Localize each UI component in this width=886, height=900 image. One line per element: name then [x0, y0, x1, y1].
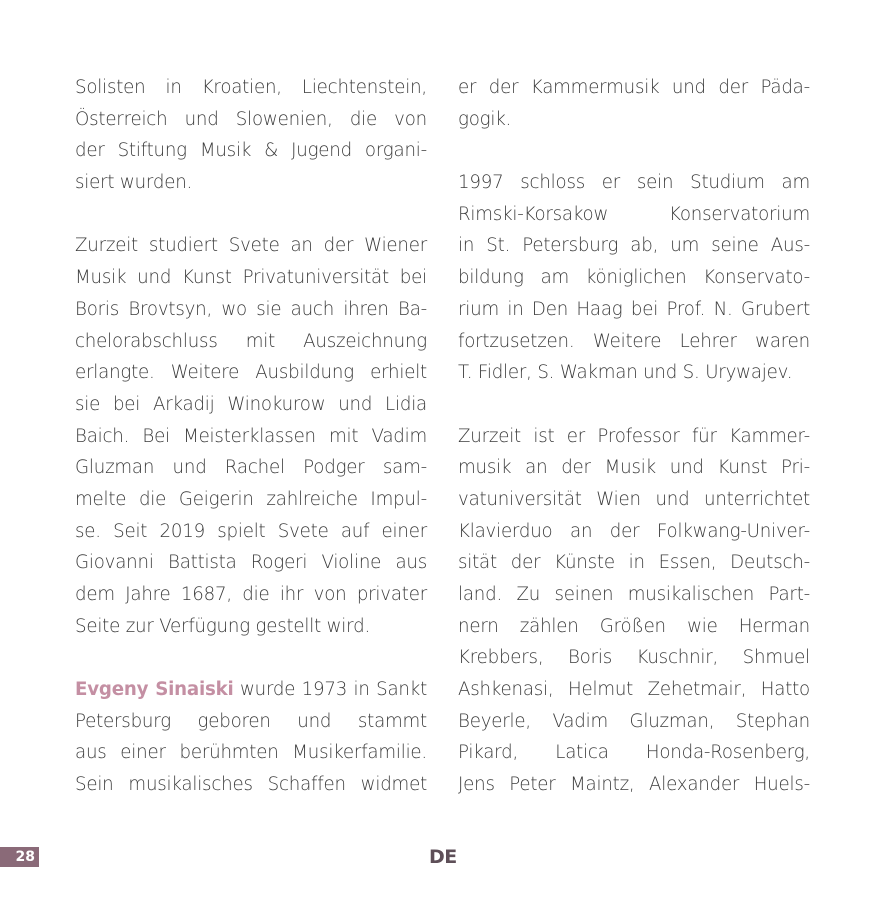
text-line: Zurzeit studiert Svete an der Wiener [75, 235, 427, 257]
paragraph-soloists [75, 72, 427, 199]
text-line: nern zählen Größen wie Herman [458, 615, 810, 637]
text-line: siert wurden. [75, 172, 193, 194]
text-line [75, 674, 427, 706]
text-line: Pikard, Latica Honda-Rosenberg, [458, 742, 810, 764]
text-line: Boris Brovtsyn, wo sie auch ihren Ba- [75, 298, 427, 320]
text-line: Solisten in Kroatien, Liechtenstein, [75, 77, 427, 98]
text-line: Sein musikalisches Schaffen widmet [75, 774, 427, 796]
text-line: er der Kammermusik und der Päda- [458, 77, 810, 98]
text-line: in St. Petersburg ab, um seine Aus- [458, 235, 810, 257]
text-line: sität der Künste in Essen, Deutsch- [458, 552, 810, 574]
text-line: Beyerle, Vadim Gluzman, Stephan [458, 710, 810, 732]
text-line: gogik. [458, 108, 512, 130]
text-line: T. Fidler, S. Wakman und S. Urywajev. [458, 362, 793, 384]
text-line: 1997 schloss er sein Studium am [458, 172, 810, 194]
text-line: chelorabschluss mit Auszeichnung [75, 330, 427, 352]
text-line: Giovanni Battista Rogeri Violine aus [75, 552, 427, 574]
paragraph-chamber-music [458, 72, 810, 135]
text-line: der Stiftung Musik & Jugend organi- [75, 140, 427, 162]
text-line: Zurzeit ist er Professor für Kammer- [458, 425, 810, 447]
text-line: rium in Den Haag bei Prof. N. Grubert [458, 298, 810, 320]
text-line: erlangte. Weitere Ausbildung erhielt [75, 362, 427, 384]
text-line: bildung am königlichen Konservato- [458, 267, 810, 289]
text-line: Jens Peter Maintz, Alexander Huels- [458, 774, 810, 796]
language-label: DE [429, 846, 457, 868]
text-line: musik an der Musik und Kunst Pri- [458, 457, 810, 479]
paragraph-svete-studies [75, 230, 427, 642]
paragraph-gap [458, 389, 810, 421]
text-line: Österreich und Slowenien, die von [75, 108, 427, 130]
text-line: aus einer berühmten Musikerfamilie. [75, 742, 427, 764]
page-number-badge [0, 847, 39, 867]
artist-name-highlight: Evgeny Sinaiski [75, 679, 234, 701]
paragraph-professorship [458, 421, 810, 801]
text-line: Gluzman und Rachel Podger sam- [75, 457, 427, 479]
text-line: se. Seit 2019 spielt Svete auf einer [75, 520, 427, 542]
left-column [75, 72, 427, 801]
text-line: vatuniversität Wien und unterrichtet [458, 488, 810, 510]
text-line: fortzusetzen. Weitere Lehrer waren [458, 330, 810, 352]
paragraph-gap [458, 135, 810, 167]
text-line: Petersburg geboren und stammt [75, 710, 427, 732]
text-line: melte die Geigerin zahlreiche Impul- [75, 488, 427, 510]
text-fragment: wurde 1973 in Sankt [233, 679, 427, 701]
text-line: dem Jahre 1687, die ihr von privater [75, 584, 427, 605]
right-column [458, 72, 810, 801]
paragraph-sinaiski-bio [75, 674, 427, 801]
text-line: Rimski-Korsakow Konservatorium [458, 203, 810, 225]
paragraph-gap [75, 199, 427, 231]
text-line: Baich. Bei Meisterklassen mit Vadim [75, 425, 427, 447]
text-line: Musik und Kunst Privatuniversität bei [75, 267, 427, 289]
text-line: sie bei Arkadij Winokurow und Lidia [75, 393, 427, 415]
paragraph-education [458, 167, 810, 389]
text-line: Ashkenasi, Helmut Zehetmair, Hatto [458, 679, 810, 701]
page-number: 28 [15, 849, 35, 865]
paragraph-gap [75, 642, 427, 674]
text-line: land. Zu seinen musikalischen Part- [458, 584, 810, 605]
text-line: Klavierduo an der Folkwang-Univer- [458, 520, 810, 542]
text-line: Krebbers, Boris Kuschnir, Shmuel [458, 647, 810, 669]
text-line: Seite zur Verfügung gestellt wird. [75, 615, 371, 637]
